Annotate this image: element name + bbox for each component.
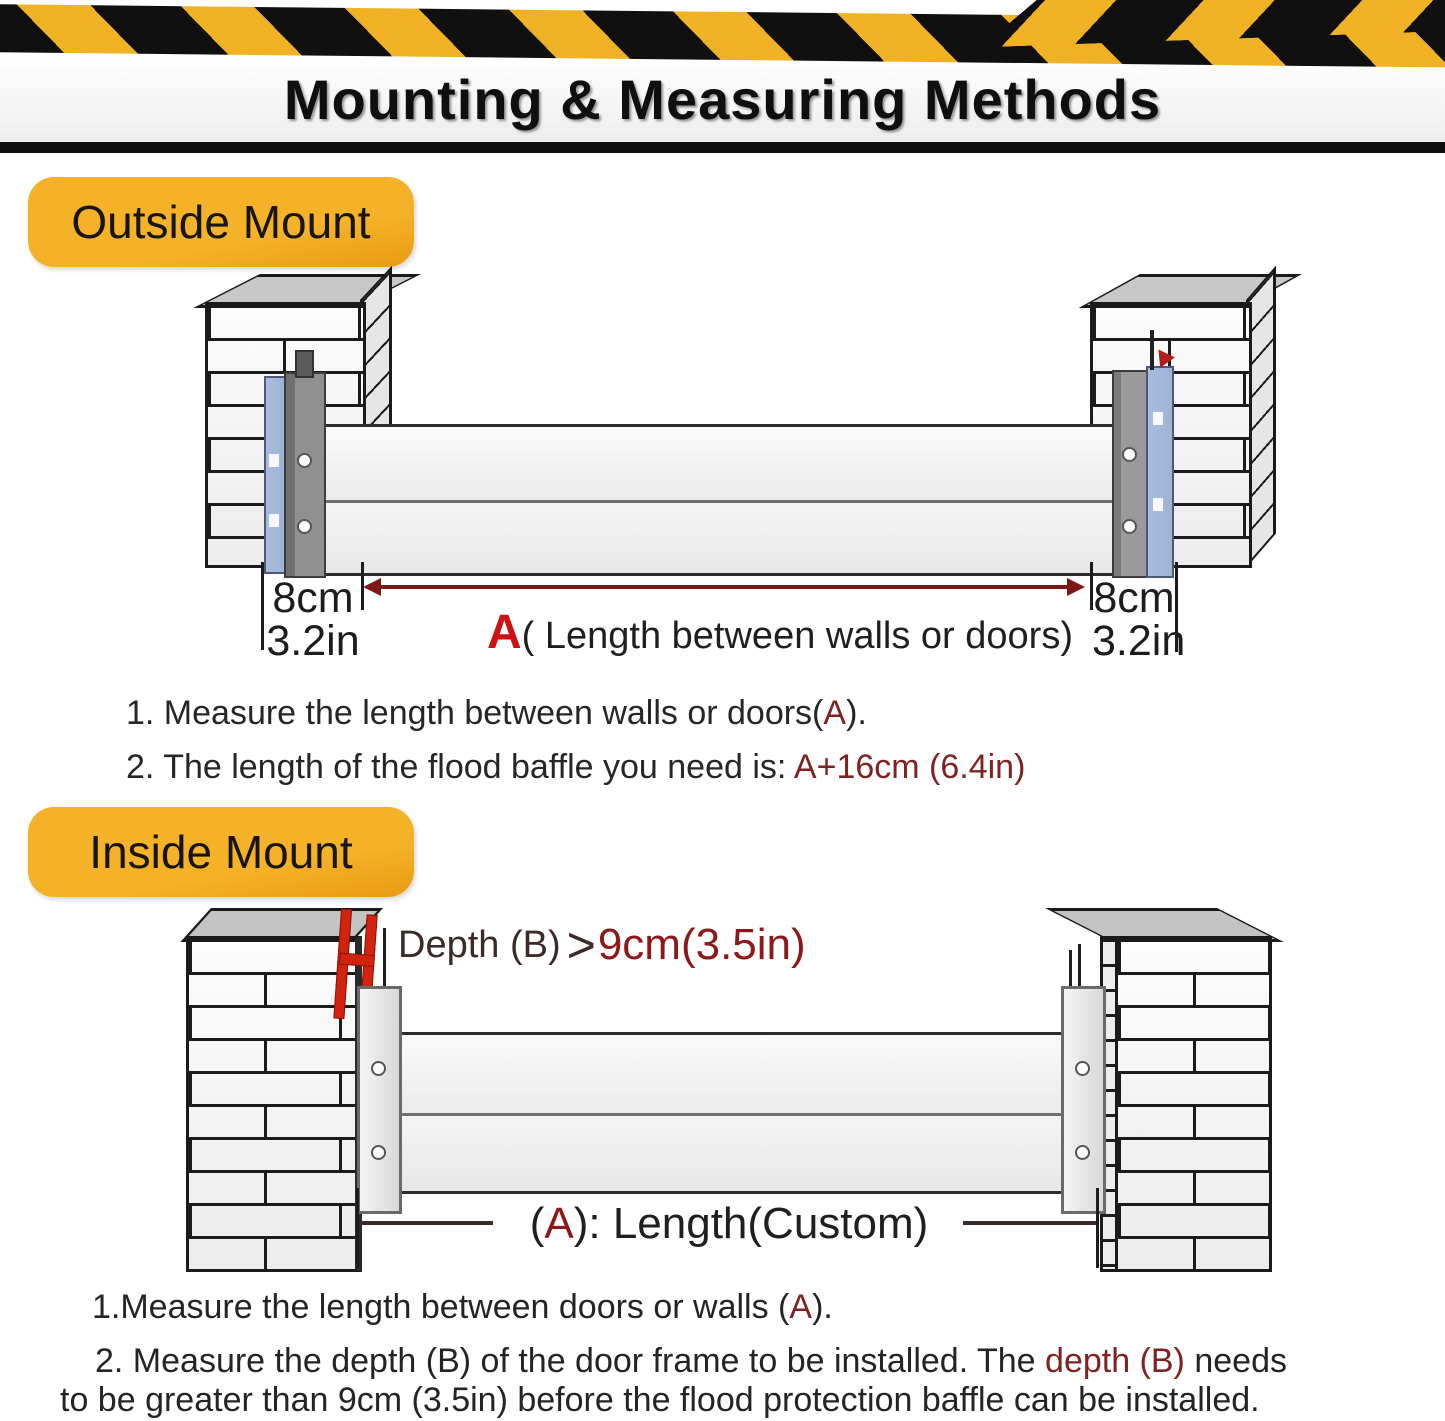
step-highlight: A+16cm (6.4in) (793, 748, 1026, 786)
step-highlight: depth (B) (1045, 1342, 1185, 1380)
page-title: Mounting & Measuring Methods (283, 68, 1162, 131)
right-offset-cm: 8cm (1093, 574, 1175, 622)
baffle-board-top (399, 1035, 1065, 1113)
step-letter: A (823, 694, 847, 732)
flood-baffle-panel (396, 1032, 1068, 1194)
frame-pin (1069, 950, 1072, 988)
outside-mount-label: Outside Mount (71, 196, 371, 248)
inside-step-1 (92, 1288, 833, 1327)
span-letter: A (487, 606, 522, 659)
inside-step-2-line-2: to be greater than 9cm (3.5in) before the flood protection baffle can be installed. (60, 1381, 1260, 1419)
frame-pin (383, 928, 386, 990)
frame-pin (1078, 944, 1081, 988)
depth-value: 9cm(3.5in) (597, 920, 806, 969)
inside-step-2-line-1 (95, 1342, 1287, 1381)
label-text: ): Length(Custom) (573, 1199, 929, 1248)
step-text: 1. Measure the length between walls or doors( (126, 694, 824, 732)
span-text: ( Length between walls or doors) (521, 615, 1073, 657)
label-text: ( (529, 1199, 545, 1248)
greater-than-symbol: > (566, 917, 596, 973)
right-brick-pillar (1115, 936, 1272, 1272)
screw-hole (371, 1061, 386, 1076)
dimension-stub (963, 1221, 1096, 1225)
step-text: ). (812, 1288, 833, 1326)
dimension-line (1096, 1188, 1099, 1268)
step-text: needs (1184, 1342, 1287, 1380)
label-letter: A (544, 1199, 574, 1248)
screw-hole (371, 1145, 386, 1160)
left-offset-in: 3.2in (266, 617, 360, 665)
depth-label: Depth (B) (398, 923, 561, 966)
step-text: ). (846, 694, 867, 732)
depth-bracket-crossbar (339, 953, 375, 967)
left-offset-cm: 8cm (272, 574, 354, 622)
baffle-board-bottom (399, 1113, 1065, 1191)
right-mounting-channel (1061, 986, 1106, 1214)
step-text: 2. Measure the depth (B) of the door frame to be installed. The (95, 1342, 1046, 1380)
dimension-line (356, 1188, 359, 1268)
left-mounting-channel (357, 986, 402, 1214)
custom-length-label (497, 1199, 961, 1249)
screw-hole (1075, 1061, 1090, 1076)
dimension-stub (360, 1221, 493, 1225)
inside-mount-label: Inside Mount (89, 826, 353, 878)
step-letter: A (789, 1288, 813, 1326)
step-text: 2. The length of the flood baffle you need is: (126, 748, 794, 786)
step-text: 1.Measure the length between doors or walls ( (92, 1288, 790, 1326)
right-offset-in: 3.2in (1092, 617, 1186, 665)
depth-annotation (398, 916, 806, 974)
screw-hole (1075, 1145, 1090, 1160)
